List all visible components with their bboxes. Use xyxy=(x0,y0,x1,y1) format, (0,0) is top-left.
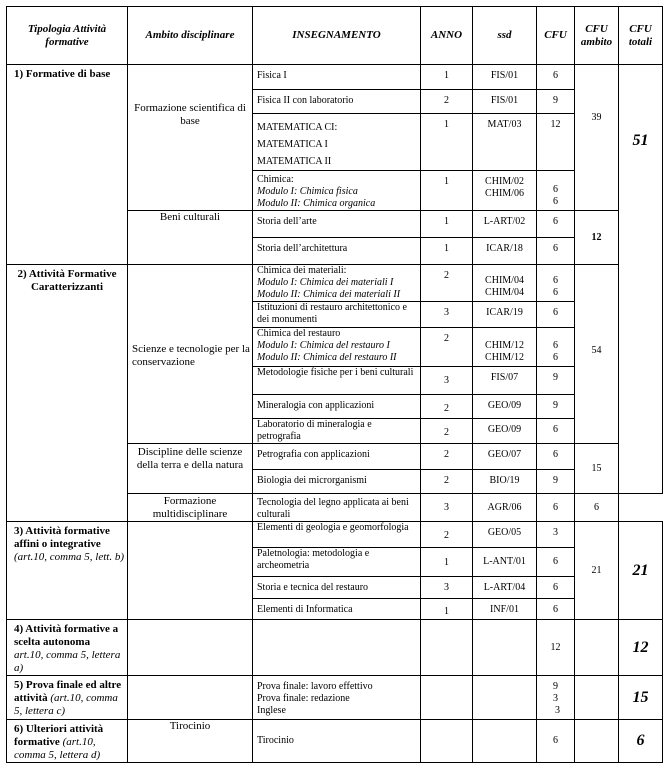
section-3-note: (art.10, comma 5, lett. b) xyxy=(14,551,124,563)
header-cfu: CFU xyxy=(537,7,575,65)
cfu-cell: 6 xyxy=(537,444,575,470)
anno-cell: 3 xyxy=(421,494,473,522)
ins-line: MATEMATICA II xyxy=(257,156,332,167)
section-5-total: 15 xyxy=(619,676,663,720)
section-1-title: 1) Formative di base xyxy=(7,65,128,265)
ssd-line: CHIM/12 xyxy=(485,352,524,363)
cfu-cell: 6 xyxy=(537,302,575,328)
table-row xyxy=(7,720,663,763)
insegnamento-cell: Tecnologia del legno applicata ai beni culturali xyxy=(253,494,421,522)
cfu-line: 6 xyxy=(553,184,558,195)
cfu-line: 6 xyxy=(553,287,558,298)
ins-line: Chimica: xyxy=(257,174,294,185)
ssd-cell: GEO/09 xyxy=(473,419,537,444)
insegnamento-cell xyxy=(253,265,421,302)
cfu-cell: 6 xyxy=(537,238,575,265)
anno-cell: 2 xyxy=(421,522,473,548)
cfu-ambito-cell: 21 xyxy=(575,522,619,620)
insegnamento-cell: Petrografia con applicazioni xyxy=(253,444,421,470)
ins-line: Modulo I: Chimica dei materiali I xyxy=(257,277,394,288)
header-ssd: ssd xyxy=(473,7,537,65)
insegnamento-cell: Laboratorio di mineralogia e petrografia xyxy=(253,419,421,444)
ambito-beni-culturali: Beni culturali xyxy=(128,211,253,265)
insegnamento-empty xyxy=(253,620,421,676)
cfu-cell: 6 xyxy=(537,211,575,238)
cfu-cell: 9 xyxy=(537,90,575,114)
cfu-cell: 6 xyxy=(537,65,575,90)
section-4-total: 12 xyxy=(619,620,663,676)
cfu-line: 9 xyxy=(553,681,558,692)
header-tipologia: Tipologia Attività formative xyxy=(7,7,128,65)
header-ambito: Ambito disciplinare xyxy=(128,7,253,65)
ambito-formazione-scientifica: Formazione scientifica di base xyxy=(128,65,253,211)
insegnamento-cell: Storia e tecnica del restauro xyxy=(253,577,421,599)
insegnamento-cell: Storia dell’arte xyxy=(253,211,421,238)
ins-line: Chimica del restauro xyxy=(257,328,341,339)
ssd-cell xyxy=(473,265,537,302)
ssd-empty xyxy=(473,676,537,720)
ssd-line: CHIM/04 xyxy=(485,275,524,286)
cfu-cell: 6 xyxy=(537,548,575,577)
anno-cell: 2 xyxy=(421,395,473,419)
insegnamento-cell xyxy=(253,171,421,211)
ssd-cell: INF/01 xyxy=(473,599,537,620)
ins-line: Modulo I: Chimica del restauro I xyxy=(257,340,390,351)
cfu-ambito-cell: 12 xyxy=(575,211,619,265)
anno-cell: 2 xyxy=(421,265,473,302)
table-row xyxy=(7,620,663,676)
ins-line: Chimica dei materiali: xyxy=(257,265,347,276)
insegnamento-cell: Elementi di Informatica xyxy=(253,599,421,620)
section-3-total: 21 xyxy=(619,522,663,620)
anno-cell: 3 xyxy=(421,302,473,328)
insegnamento-cell: Fisica II con laboratorio xyxy=(253,90,421,114)
section-5-title xyxy=(14,679,124,718)
cfu-line: 6 xyxy=(553,196,558,207)
ssd-line: CHIM/12 xyxy=(485,340,524,351)
ssd-cell: ICAR/19 xyxy=(473,302,537,328)
cfu-ambito-empty xyxy=(575,676,619,720)
ins-line: Modulo II: Chimica organica xyxy=(257,198,376,209)
ins-line: Inglese xyxy=(257,705,286,716)
cfu-ambito-cell: 54 xyxy=(575,265,619,444)
cfu-cell: 6 xyxy=(537,720,575,763)
section-4-note: art.10, comma 5, lettera a) xyxy=(14,649,121,674)
ssd-line: CHIM/06 xyxy=(485,188,524,199)
anno-cell: 1 xyxy=(421,171,473,211)
ssd-cell: GEO/09 xyxy=(473,395,537,419)
ssd-cell: FIS/01 xyxy=(473,90,537,114)
section-2-title: 2) Attività Formative Caratterizzanti xyxy=(7,265,128,522)
section-5-note: (art.10, comma 5, lettera c) xyxy=(14,692,118,717)
cfu-cell: 9 xyxy=(537,470,575,494)
header-cfu-ambito: CFU ambito xyxy=(575,7,619,65)
section-4-cell xyxy=(7,620,128,676)
cfu-ambito-cell: 39 xyxy=(575,65,619,211)
anno-cell: 2 xyxy=(421,419,473,444)
header-cfu-totali: CFU totali xyxy=(619,7,663,65)
ssd-cell: AGR/06 xyxy=(473,494,537,522)
section-6-total: 6 xyxy=(619,720,663,763)
section-6-title xyxy=(14,723,124,762)
anno-cell: 1 xyxy=(421,114,473,171)
cfu-cell: 6 xyxy=(537,599,575,620)
ssd-cell: L-ART/04 xyxy=(473,577,537,599)
table-row xyxy=(7,265,663,302)
ssd-cell: GEO/05 xyxy=(473,522,537,548)
cfu-cell xyxy=(537,328,575,367)
cfu-line: 6 xyxy=(553,275,558,286)
header-insegnamento: INSEGNAMENTO xyxy=(253,7,421,65)
cfu-ambito-empty xyxy=(575,620,619,676)
cfu-cell xyxy=(537,265,575,302)
ambito-empty xyxy=(128,522,253,620)
ins-line: MATEMATICA CI: xyxy=(257,122,338,133)
ins-line: Modulo I: Chimica fisica xyxy=(257,186,358,197)
cfu-line: 3 xyxy=(555,705,560,716)
anno-cell: 1 xyxy=(421,211,473,238)
anno-cell: 2 xyxy=(421,470,473,494)
cfu-cell: 6 xyxy=(537,419,575,444)
anno-empty xyxy=(421,676,473,720)
insegnamento-cell: Tirocinio xyxy=(253,720,421,763)
ambito-empty xyxy=(128,620,253,676)
anno-cell: 1 xyxy=(421,238,473,265)
section-3-cell xyxy=(7,522,128,620)
ambito-tirocinio: Tirocinio xyxy=(128,720,253,763)
cfu-ambito-cell: 15 xyxy=(575,444,619,494)
ssd-cell: MAT/03 xyxy=(473,114,537,171)
section-6-cell xyxy=(7,720,128,763)
cfu-ambito-cell: 6 xyxy=(575,494,619,522)
cfu-ambito-empty xyxy=(575,720,619,763)
insegnamento-cell: Metodologie fisiche per i beni culturali xyxy=(253,367,421,395)
ins-line: Prova finale: lavoro effettivo xyxy=(257,681,373,692)
ssd-empty xyxy=(473,720,537,763)
ssd-cell xyxy=(473,171,537,211)
cfu-cell: 9 xyxy=(537,367,575,395)
cfu-line: 6 xyxy=(553,352,558,363)
insegnamento-cell: Mineralogia con applicazioni xyxy=(253,395,421,419)
insegnamento-cell: Storia dell’architettura xyxy=(253,238,421,265)
header-anno: ANNO xyxy=(421,7,473,65)
ambito-scienze-tecnologie: Scienze e tecnologie per la conservazione xyxy=(128,265,253,444)
section-1-total: 51 xyxy=(619,65,663,494)
ssd-cell: L-ANT/01 xyxy=(473,548,537,577)
anno-cell: 3 xyxy=(421,577,473,599)
ssd-cell: FIS/07 xyxy=(473,367,537,395)
table-row xyxy=(7,522,663,548)
table-row xyxy=(7,65,663,90)
ssd-line: CHIM/02 xyxy=(485,176,524,187)
cfu-cell xyxy=(537,171,575,211)
section-4-title: 4) Attività formative a scelta autonoma xyxy=(14,623,119,648)
anno-empty xyxy=(421,620,473,676)
cfu-line: 3 xyxy=(553,693,558,704)
ssd-cell: L-ART/02 xyxy=(473,211,537,238)
ssd-cell xyxy=(473,328,537,367)
section-3-title: 3) Attività formative affini o integrative xyxy=(14,525,110,550)
ssd-cell: BIO/19 xyxy=(473,470,537,494)
insegnamento-cell: Istituzioni di restauro architettonico e dei monumenti xyxy=(253,302,421,328)
cfu-line: 6 xyxy=(553,340,558,351)
cfu-cell: 6 xyxy=(537,494,575,522)
anno-cell: 2 xyxy=(421,444,473,470)
anno-cell: 2 xyxy=(421,90,473,114)
ssd-line: CHIM/04 xyxy=(485,287,524,298)
insegnamento-cell xyxy=(253,114,421,171)
ssd-cell: ICAR/18 xyxy=(473,238,537,265)
ssd-cell: FIS/01 xyxy=(473,65,537,90)
ssd-empty xyxy=(473,620,537,676)
cfu-cell: 12 xyxy=(537,114,575,171)
anno-cell: 1 xyxy=(421,599,473,620)
anno-cell: 2 xyxy=(421,328,473,367)
insegnamento-cell xyxy=(253,328,421,367)
ins-line: Modulo II: Chimica dei materiali II xyxy=(257,289,401,300)
header-row xyxy=(7,7,663,65)
ambito-formazione-multidisciplinare: Formazione multidisciplinare xyxy=(128,494,253,522)
section-5-title-text: 5) Prova finale ed altre attività xyxy=(14,679,122,704)
insegnamento-cell: Fisica I xyxy=(253,65,421,90)
anno-cell: 3 xyxy=(421,367,473,395)
ins-line: Prova finale: redazione xyxy=(257,693,350,704)
ssd-cell: GEO/07 xyxy=(473,444,537,470)
table-row xyxy=(7,676,663,720)
anno-cell: 1 xyxy=(421,548,473,577)
section-6-title-text: 6) Ulteriori attività formative xyxy=(14,723,104,748)
insegnamento-cell: Elementi di geologia e geomorfologia xyxy=(253,522,421,548)
curriculum-table xyxy=(6,6,663,763)
ambito-empty xyxy=(128,676,253,720)
ins-line: MATEMATICA I xyxy=(257,139,328,150)
cfu-cell: 6 xyxy=(537,577,575,599)
cfu-cell xyxy=(537,676,575,720)
cfu-cell: 3 xyxy=(537,522,575,548)
section-5-cell xyxy=(7,676,128,720)
ambito-scienze-terra: Discipline delle scienze della terra e della natura xyxy=(128,444,253,494)
insegnamento-cell: Paletnologia: metodologia e archeometria xyxy=(253,548,421,577)
section-6-note: (art.10, comma 5, lettera d) xyxy=(14,736,101,761)
cfu-cell: 12 xyxy=(537,620,575,676)
insegnamento-cell xyxy=(253,676,421,720)
insegnamento-cell: Biologia dei microrganismi xyxy=(253,470,421,494)
anno-empty xyxy=(421,720,473,763)
ins-line: Modulo II: Chimica del restauro II xyxy=(257,352,397,363)
cfu-cell: 9 xyxy=(537,395,575,419)
anno-cell: 1 xyxy=(421,65,473,90)
